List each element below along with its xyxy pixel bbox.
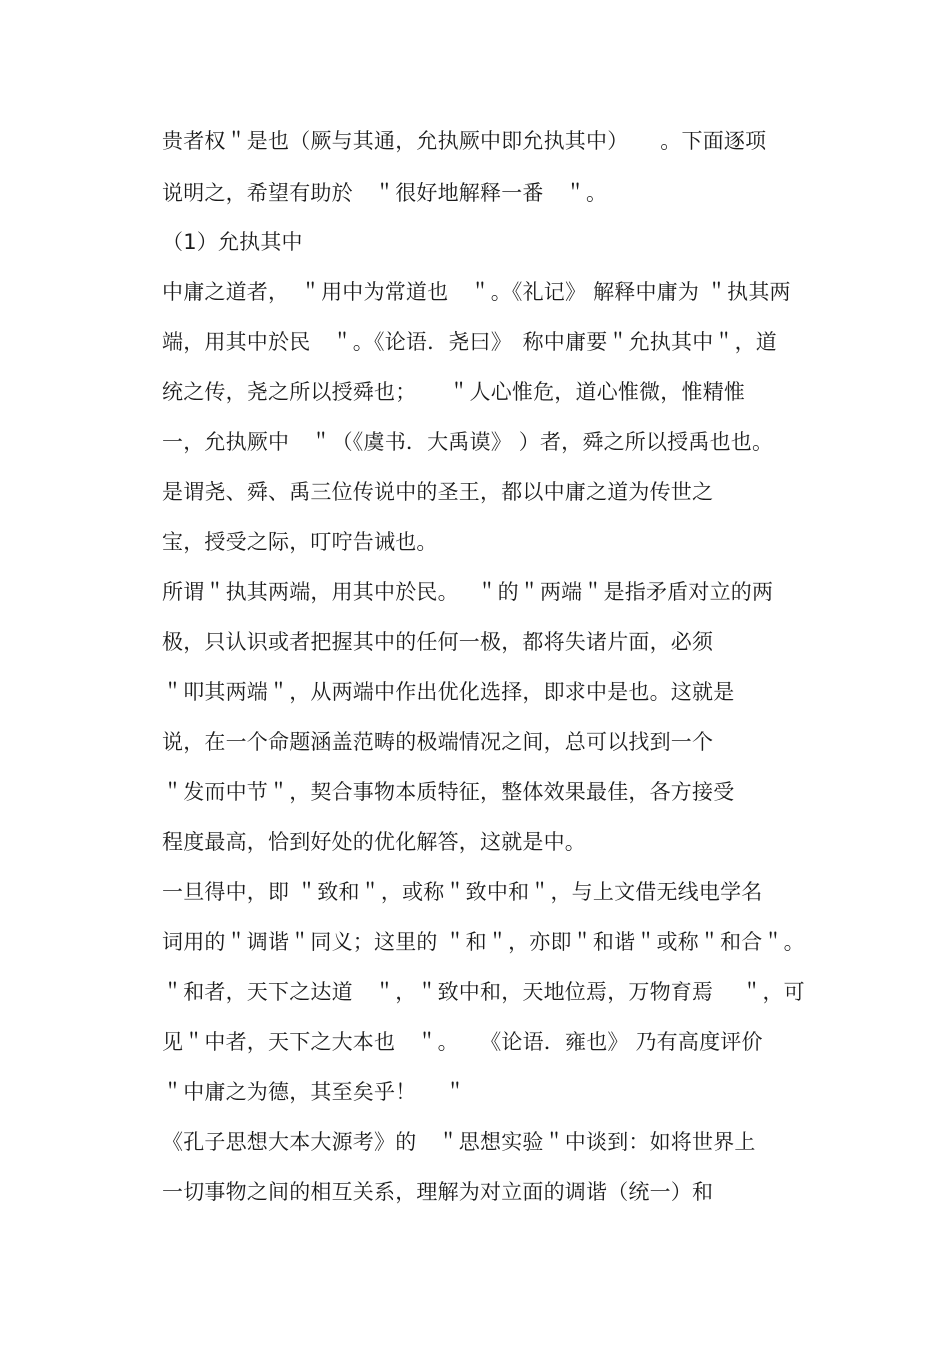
text-line: 一旦得中，即 ＂致和＂，或称＂致中和＂，与上文借无线电学名	[162, 880, 763, 904]
text-line: ＂和者，天下之达道 ＂，＂致中和，天地位焉，万物育焉 ＂，可	[162, 980, 805, 1004]
text-line: 一，允执厥中 ＂（《虞书．大禹谟》 ）者，舜之所以授禹也也。	[162, 430, 774, 454]
section-heading: （1）允执其中	[162, 230, 303, 254]
text-line: 程度最高，恰到好处的优化解答，这就是中。	[162, 830, 586, 854]
text-line: ＂叩其两端＂，从两端中作出优化选择，即求中是也。这就是	[162, 680, 735, 704]
text-line: 是谓尧、舜、禹三位传说中的圣王，都以中庸之道为传世之	[162, 480, 714, 504]
text-line: 说明之，希望有助於 ＂很好地解释一番 ＂。	[162, 181, 608, 205]
text-line: 中庸之道者， ＂用中为常道也 ＂。《礼记》 解释中庸为 ＂执其两	[162, 280, 791, 304]
text-line: 见＂中者，天下之大本也 ＂。 《论语．雍也》 乃有高度评价	[162, 1030, 763, 1054]
text-line: 端，用其中於民 ＂。《论语．尧曰》 称中庸要＂允执其中＂，道	[162, 330, 777, 354]
text-line: 宝，授受之际，叮咛告诫也。	[162, 530, 438, 554]
text-line: 说，在一个命题涵盖范畴的极端情况之间，总可以找到一个	[162, 730, 714, 754]
text-line: ＂发而中节＂，契合事物本质特征，整体效果最佳，各方接受	[162, 780, 735, 804]
text-line: ＂中庸之为德，其至矣乎！ ＂	[162, 1080, 466, 1104]
text-line: 《孔子思想大本大源考》的 ＂思想实验＂中谈到：如将世界上	[162, 1130, 756, 1154]
text-line: 所谓＂执其两端，用其中於民。 ＂的＂两端＂是指矛盾对立的两	[162, 580, 774, 604]
text-line: 一切事物之间的相互关系，理解为对立面的调谐（统一）和	[162, 1180, 714, 1204]
text-line: 词用的＂调谐＂同义；这里的 ＂和＂，亦即＂和谐＂或称＂和合＂。	[162, 930, 805, 954]
text-line: 极，只认识或者把握其中的任何一极，都将失诸片面，必须	[162, 630, 714, 654]
text-line: 统之传，尧之所以授舜也； ＂人心惟危，道心惟微，惟精惟	[162, 380, 746, 404]
text-line: 贵者权＂是也（厥与其通，允执厥中即允执其中） 。下面逐项	[162, 129, 767, 153]
